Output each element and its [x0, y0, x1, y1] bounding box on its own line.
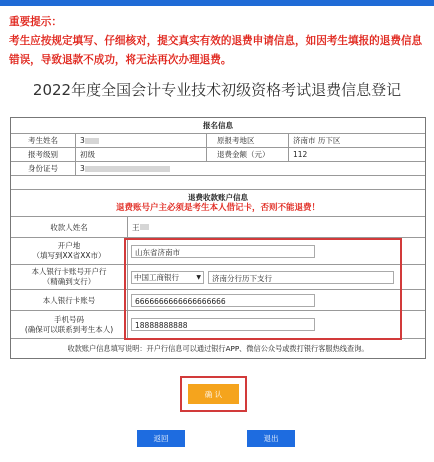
bank-location-label: 开户地 [57, 241, 81, 250]
bank-branch-label-cell [11, 265, 128, 289]
payee-mask [140, 224, 149, 230]
name-value: 3 [80, 136, 85, 145]
footer-note-row [11, 339, 425, 358]
bank-branch-input-cell [128, 265, 425, 289]
notice-heading: 重要提示： [9, 16, 62, 28]
level-label: 报考级别 [11, 148, 76, 161]
bank-branch-hint: （精确到支行） [42, 277, 96, 286]
bank-location-hint: （填写到XX省XX市） [32, 251, 106, 260]
name-value-cell [76, 134, 207, 147]
refund-form [10, 117, 426, 359]
blank-row [11, 176, 425, 190]
report-section-title: 报名信息 [203, 121, 233, 130]
region-label: 原报考地区 [207, 134, 289, 147]
bank-branch-label: 本人银行卡账号开户行 [31, 267, 107, 276]
exit-button[interactable]: 退出 [247, 430, 295, 447]
id-value: 3 [80, 164, 85, 173]
phone-label-cell [11, 311, 128, 338]
confirm-highlight [180, 376, 247, 412]
bank-select[interactable] [131, 271, 204, 284]
report-section-header [11, 118, 425, 134]
payee-row [11, 217, 425, 238]
name-mask [85, 138, 99, 144]
important-notice [9, 13, 429, 70]
blank-cell [11, 176, 425, 189]
back-button[interactable]: 返回 [137, 430, 185, 447]
payee-label: 收款人姓名 [11, 217, 128, 237]
fee-value: 112 [293, 150, 308, 159]
phone-input[interactable]: 18888888888 [131, 318, 315, 331]
chevron-down-icon: ▼ [196, 273, 201, 281]
branch-input[interactable]: 济南分行历下支行 [208, 271, 394, 284]
account-section-header-cell [11, 190, 425, 216]
id-value-cell [76, 162, 425, 175]
top-accent-bar [0, 0, 434, 6]
phone-hint: (确保可以联系到考生本人) [24, 324, 114, 334]
payee-value-cell [128, 217, 425, 237]
id-row [11, 162, 425, 176]
id-mask [85, 166, 170, 172]
card-input[interactable]: 6666666666666666666 [131, 294, 315, 307]
name-label: 考生姓名 [11, 134, 76, 147]
page-title: 2022年度全国会计专业技术初级资格考试退费信息登记 [32, 81, 402, 99]
bank-branch-row [11, 265, 425, 290]
phone-row [11, 311, 425, 339]
footer-note: 收款账户信息填写说明：开户行信息可以通过银行APP、微信公众号或拨打银行客服热线查询。 [67, 343, 369, 353]
account-section-title: 退费收款账户信息 [188, 193, 248, 202]
phone-label: 手机号码 [54, 314, 84, 324]
bank-location-label-cell [11, 238, 128, 264]
level-value: 初级 [76, 148, 207, 161]
bank-location-input-cell [128, 238, 425, 264]
confirm-button[interactable]: 确 认 [188, 384, 239, 404]
region-value: 济南市 历下区 [293, 136, 341, 145]
notice-body: 考生应按规定填写、仔细核对，提交真实有效的退费申请信息，如因考生填报的退费信息错误，导致退款不成功，将无法再次办理退费。 [9, 35, 423, 66]
card-input-cell [128, 290, 425, 310]
payee-value: 王 [132, 222, 140, 232]
bank-location-input[interactable]: 山东省济南市 [131, 245, 315, 258]
fee-label: 退费金额（元） [207, 148, 289, 161]
account-warning: 退费账号户主必须是考生本人借记卡，否则不能退费！ [115, 203, 320, 213]
account-section-header [11, 190, 425, 217]
card-row [11, 290, 425, 311]
card-label: 本人银行卡账号 [11, 290, 128, 310]
bank-select-value: 中国工商银行 [134, 272, 179, 282]
level-row [11, 148, 425, 162]
bank-location-row [11, 238, 425, 265]
name-row [11, 134, 425, 148]
id-label: 身份证号 [11, 162, 76, 175]
phone-input-cell [128, 311, 425, 338]
